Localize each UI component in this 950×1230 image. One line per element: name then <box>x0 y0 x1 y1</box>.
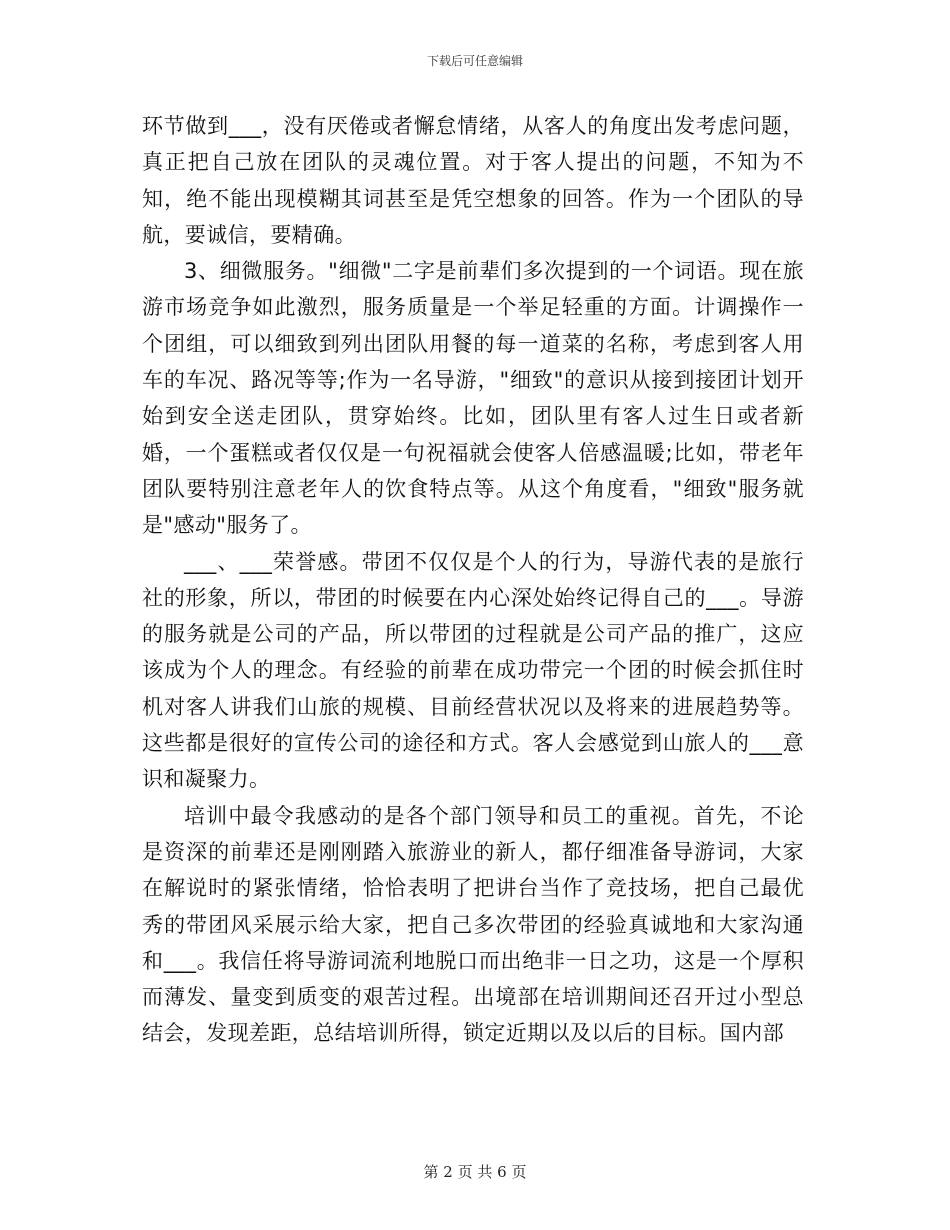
page-header: 下载后可任意编辑 <box>426 54 523 68</box>
page-footer: 第 2 页 共 6 页 <box>423 1163 527 1181</box>
paragraph-honor: ___、___荣誉感。带团不仅仅是个人的行为，导游代表的是旅行社的形象，所以，带团的时候要在内心深处始终记得自己的___。导游的服务就是公司的产品，所以带团的过程就是公司产品的推广，这应该成为个人的理念。有经验的前辈在成功带完一个团的时候会抓住时机对客人讲我们山旅的规模、目前经营状况以及将来的进展趋势等。这些都是很好的宣传公司的途径和方式。客人会感觉到山旅人的___意识和凝聚力。 <box>142 549 804 792</box>
paragraph-training: 培训中最令我感动的是各个部门领导和员工的重视。首先，不论是资深的前辈还是刚刚踏入旅游业的新人，都仔细准备导游词，大家在解说时的紧张情绪，恰恰表明了把讲台当作了竞技场，把自己最优秀的带团风采展示给大家，把自己多次带团的经验真诚地和大家沟通和___。我信任将导游词流利地脱口而出绝非一日之功，这是一个厚积而薄发、量变到质变的艰苦过程。出境部在培训期间还召开过小型总结会，发现差距，总结培训所得，锁定近期以及以后的目标。国内部 <box>142 803 804 1046</box>
document-body <box>142 108 804 1052</box>
paragraph-continuation: 环节做到___，没有厌倦或者懈怠情绪，从客人的角度出发考虑问题，真正把自己放在团队的灵魂位置。对于客人提出的问题，不知为不知，绝不能出现模糊其词甚至是凭空想象的回答。作为一个团队的导航，要诚信，要精确。 <box>142 114 804 247</box>
paragraph-detail-service: 3、细微服务。"细微"二字是前辈们多次提到的一个词语。现在旅游市场竞争如此激烈，服务质量是一个举足轻重的方面。计调操作一个团组，可以细致到列出团队用餐的每一道菜的名称，考虑到客人用车的车况、路况等等;作为一名导游，"细致"的意识从接到接团计划开始到安全送走团队，贯穿始终。比如，团队里有客人过生日或者新婚，一个蛋糕或者仅仅是一句祝福就会使客人倍感温暖;比如，带老年团队要特别注意老年人的饮食特点等。从这个角度看，"细致"服务就是"感动"服务了。 <box>142 259 804 538</box>
